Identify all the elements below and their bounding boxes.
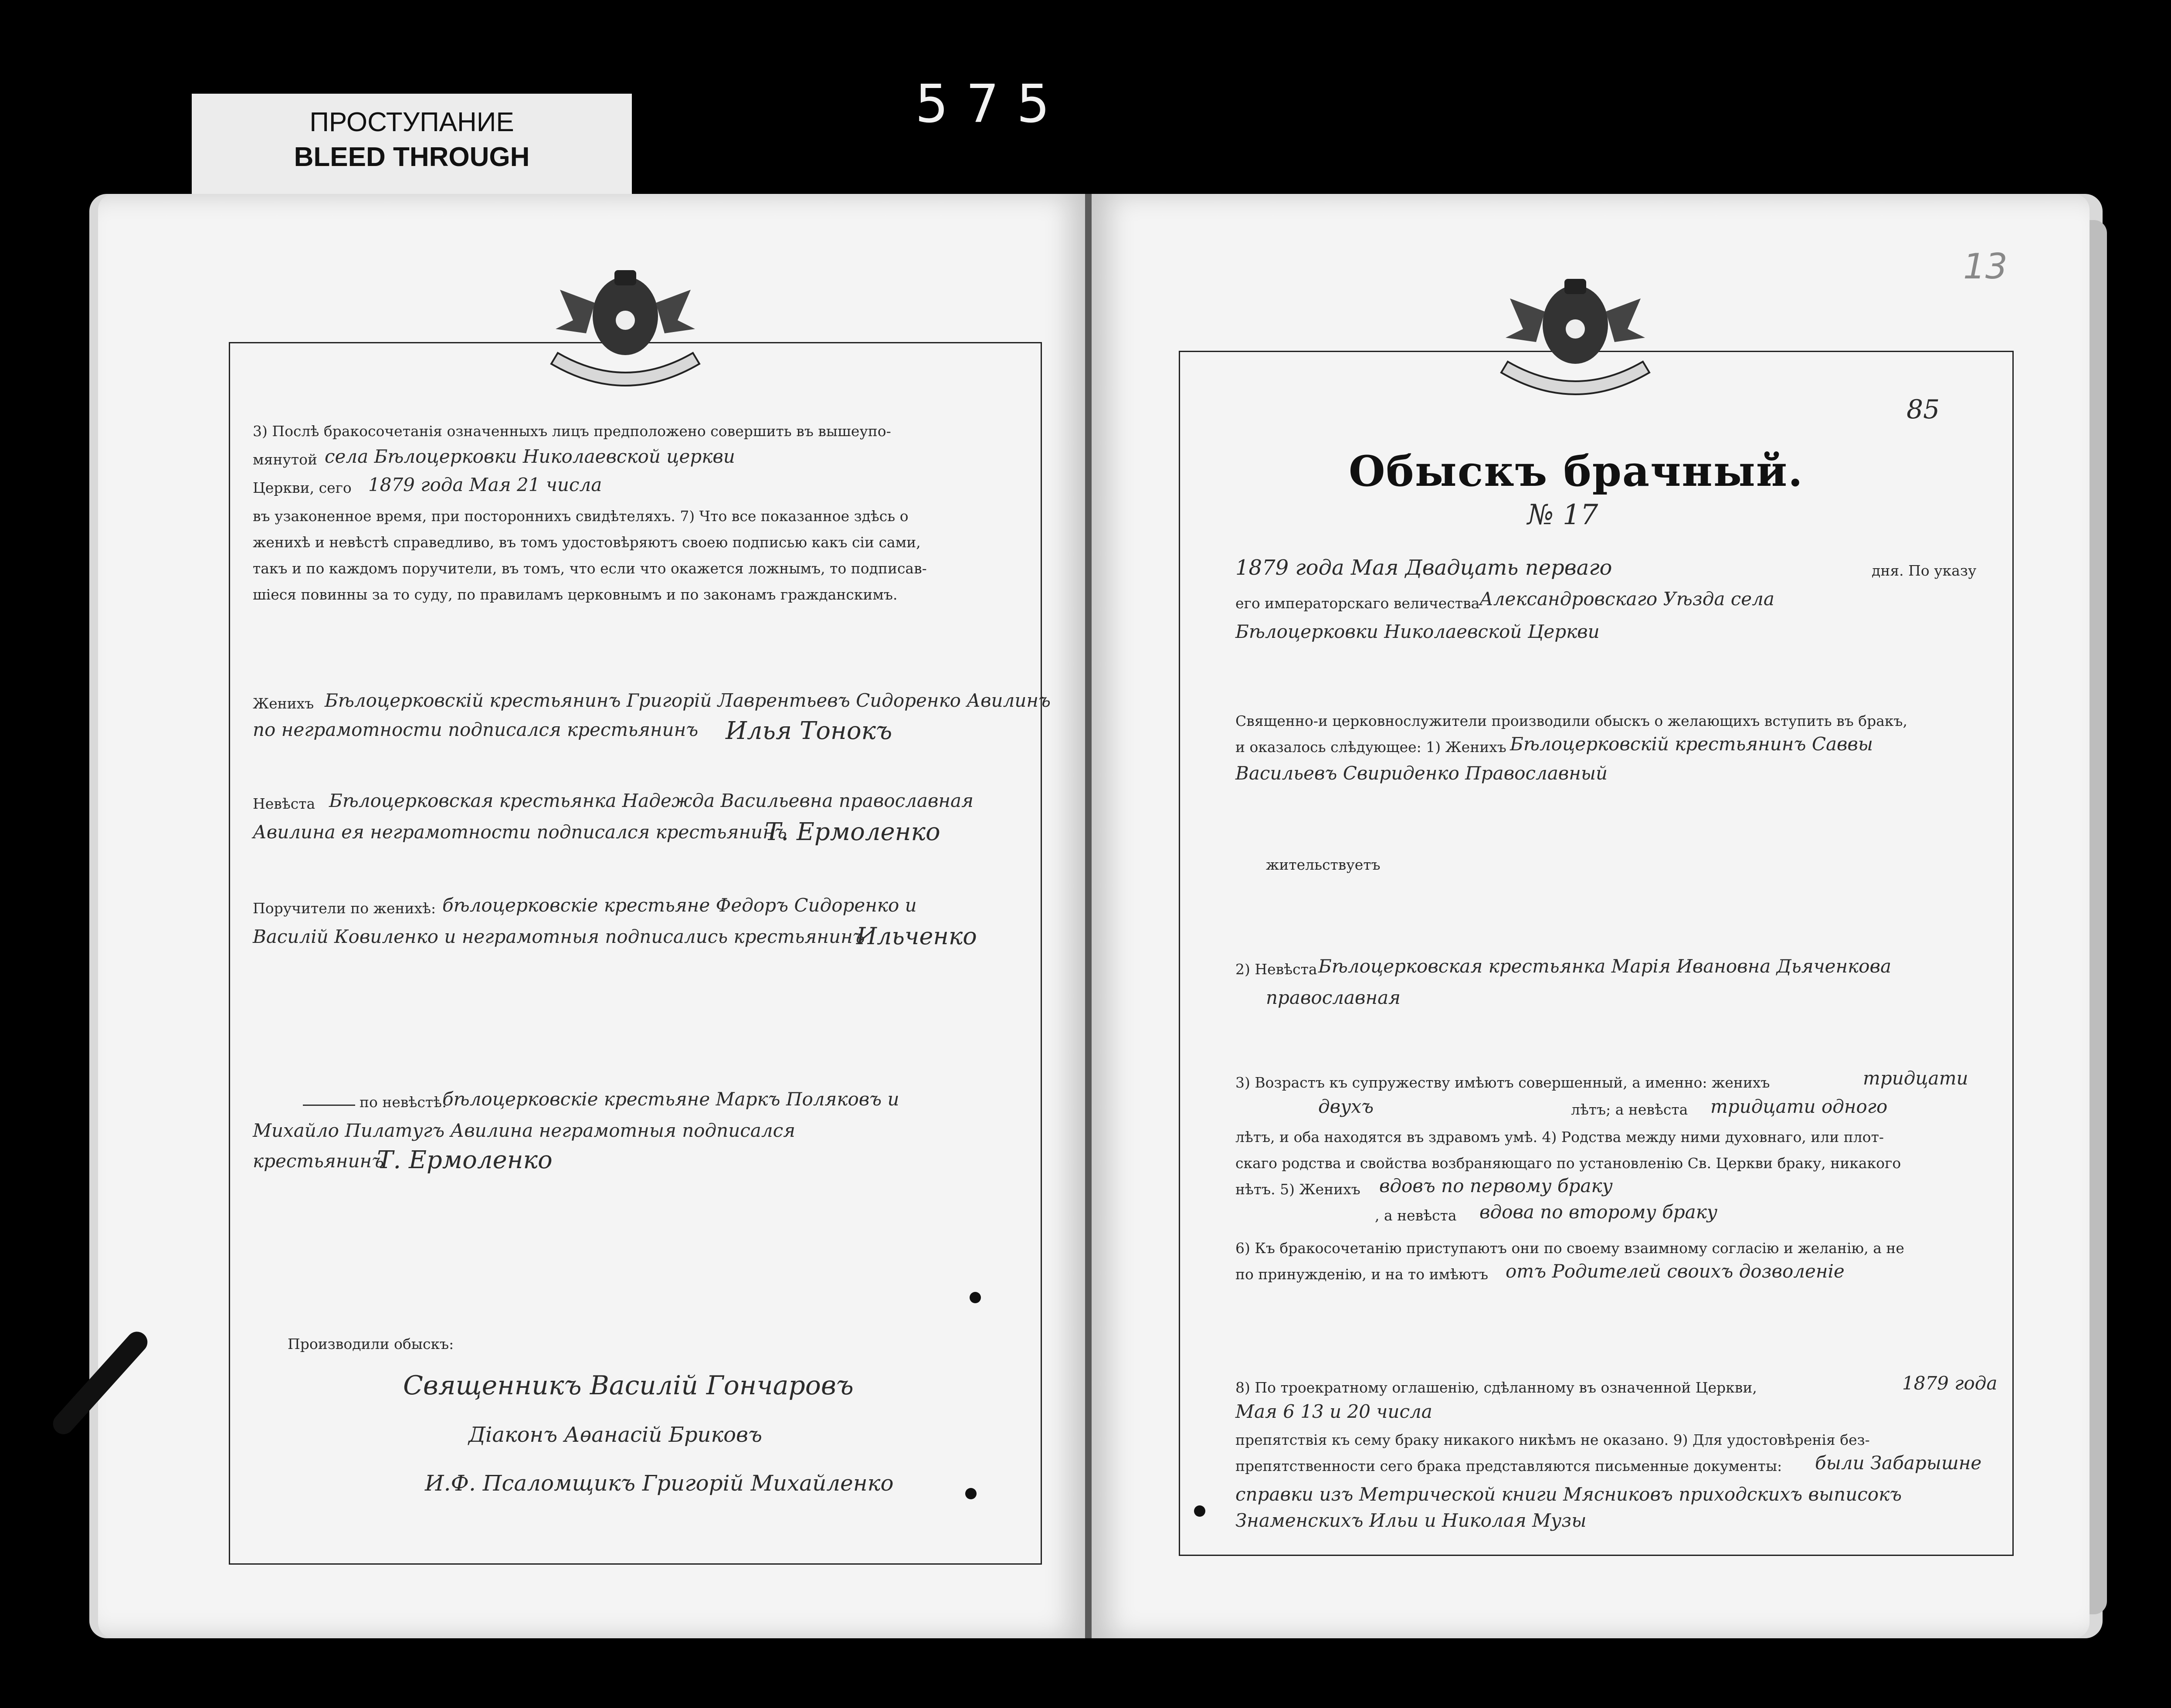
groom-age-2: двухъ — [1318, 1096, 1374, 1117]
folio-number: 13 — [1963, 246, 2008, 287]
frame-number: 575 — [915, 74, 1068, 135]
label-bleed-en: BLEED THROUGH — [294, 142, 530, 172]
intro-line-5: такъ и по каждомъ поручители, въ томъ, что если что окажется ложнымъ, то подписав- — [253, 560, 927, 577]
consent-line-1: 6) Къ бракосочетанію приступаютъ они по своему взаимному согласію и желанію, а не — [1235, 1240, 1904, 1257]
bride-line-2: Авилина ея неграмотности подписался крестьянинъ — [253, 821, 787, 843]
archive-label-card — [192, 94, 632, 194]
search-intro-line-1: Священно-и церковнослужители производили обыскъ о желающихъ вступить въ бракъ, — [1235, 712, 1908, 729]
search-intro-line-2: и оказалось слѣдующее: 1) Женихъ — [1235, 739, 1506, 756]
intro-line-4: женихѣ и невѣстѣ справедливо, въ томъ удостовѣряютъ своею подписью какъ сіи сами, — [253, 534, 921, 551]
groom-sureties-signature: Ильченко — [856, 922, 977, 950]
bride-marital-status: вдова по второму браку — [1479, 1201, 1718, 1223]
groom-line-1: Бѣлоцерковскій крестьянинъ Григорій Лаврентьевъ Сидоренко Авилинъ — [325, 690, 1051, 711]
intro-line-2a: Церкви, сего — [253, 479, 352, 496]
banns-line-3: препятствія къ сему браку никакого никѣмъ не оказано. 9) Для удостовѣренія без- — [1235, 1431, 1870, 1448]
right-page-frame — [1179, 351, 2014, 1556]
intro-line-1a: 3) Послѣ бракосочетанія означенныхъ лицъ предположено совершить въ вышеупо- — [253, 423, 891, 440]
right-page — [1092, 194, 2090, 1638]
documents-label: препятственности сего брака представляются письменные документы: — [1235, 1457, 1782, 1474]
residence-label: жительствуетъ — [1266, 856, 1381, 873]
groom-label: Женихъ — [253, 695, 314, 712]
intro-hw-1c: села Бѣлоцерковки Николаевской церкви — [325, 446, 735, 467]
groom-marital-status: вдовъ по первому браку — [1379, 1175, 1613, 1196]
search-performed-label: Производили обыскъ: — [288, 1335, 454, 1352]
binding-hole — [970, 1292, 981, 1303]
documents-hw-1: были Забарышне — [1815, 1452, 1982, 1474]
documents-hw-3: Знаменскихъ Ильи и Николая Музы — [1235, 1510, 1587, 1531]
left-page — [98, 194, 1087, 1638]
consent-line-2: по принужденію, и на то имѣютъ — [1235, 1266, 1489, 1283]
bride-description: Бѣлоцерковская крестьянка Марія Ивановна Дьяченкова — [1318, 956, 1892, 977]
label-bleed-ru: ПРОСТУПАНИЕ — [309, 107, 514, 137]
open-register-book — [89, 194, 2103, 1638]
record-number: № 17 — [1527, 499, 1598, 531]
groom-sureties-line-1: бѣлоцерковскіе крестьяне Федоръ Сидоренко и — [442, 895, 917, 916]
bride-sureties-line-1: бѣлоцерковскіе крестьяне Маркъ Поляковъ и — [442, 1088, 899, 1110]
parental-consent: отъ Родителей своихъ дозволеніе — [1506, 1261, 1845, 1282]
age-line-4: скаго родства и свойства возбраняющаго по установленію Св. Церкви браку, никакого — [1235, 1155, 1901, 1172]
groom-description: Бѣлоцерковскій крестьянинъ Саввы — [1510, 733, 1873, 755]
imperial-eagle-crest-icon — [534, 264, 717, 394]
bride-sureties-line-3: крестьянинъ — [253, 1150, 384, 1172]
signature-priest: Священникъ Василій Гончаровъ — [403, 1370, 854, 1401]
age-line-1: 3) Возрастъ къ супружеству имѣютъ совершенный, а именно: женихъ — [1235, 1074, 1770, 1091]
intro-hw-2b: 1879 года Мая 21 числа — [368, 474, 602, 495]
sureties-dash — [303, 1105, 355, 1106]
bride-marital-label: , а невѣста — [1375, 1207, 1457, 1224]
corner-mark: 85 — [1906, 394, 1940, 425]
documents-hw-2: справки изъ Метрической книги Мясниковъ приходскихъ выписокъ — [1235, 1484, 1902, 1505]
banns-dates: Мая 6 13 и 20 числа — [1235, 1401, 1432, 1422]
banns-line-1: 8) По троекратному оглашенію, сдѣланному въ означенной Церкви, — [1235, 1379, 1757, 1396]
bride-label: 2) Невѣста — [1235, 961, 1317, 978]
age-line-3: лѣтъ, и оба находятся въ здравомъ умѣ. 4) Родства между ними духовнаго, или плот- — [1235, 1128, 1884, 1145]
intro-line-3: въ узаконенное время, при постороннихъ свидѣтеляхъ. 7) Что все показанное здѣсь о — [253, 508, 909, 525]
groom-sureties-label: Поручители по женихѣ: — [253, 900, 436, 917]
groom-signature: Илья Тонокъ — [726, 717, 892, 745]
record-date: 1879 года Мая Двадцать перваго — [1235, 556, 1612, 580]
bride-religion: православная — [1266, 987, 1401, 1008]
document-title: Обыскъ брачный. — [1349, 447, 1804, 496]
signature-deacon: Діаконъ Аѳанасій Бриковъ — [468, 1423, 762, 1447]
district-name: Александровскаго Уѣзда села — [1479, 588, 1774, 610]
bride-line-1: Бѣлоцерковская крестьянка Надежда Васильевна православная — [329, 790, 974, 811]
intro-line-1b: мянутой — [253, 451, 318, 468]
bride-age: тридцати одного — [1710, 1096, 1888, 1117]
groom-age-1: тридцати — [1863, 1068, 1968, 1089]
church-name: Бѣлоцерковки Николаевской Церкви — [1235, 621, 1600, 642]
bride-age-label: лѣтъ; а невѣста — [1571, 1101, 1688, 1118]
intro-line-6: шіеся повинны за то суду, по правиламъ церковнымъ и по законамъ гражданскимъ. — [253, 586, 898, 603]
bride-sureties-signature: Т. Ермоленко — [377, 1146, 553, 1174]
imperial-majesty-label: его императорскаго величества — [1235, 595, 1480, 612]
bride-sureties-line-2: Михайло Пилатугъ Авилина неграмотныя подписался — [253, 1120, 795, 1141]
groom-name: Васильевъ Свириденко Православный — [1235, 762, 1608, 784]
groom-sureties-line-2: Василій Ковиленко и неграмотныя подписались крестьянинъ — [253, 926, 865, 947]
binding-hole — [965, 1488, 977, 1499]
bride-sureties-label: по невѣстѣ: — [360, 1094, 447, 1111]
groom-line-2: по неграмотности подписался крестьянинъ — [253, 719, 699, 740]
by-decree-label: дня. По указу — [1872, 562, 1977, 579]
imperial-eagle-crest-icon — [1484, 272, 1667, 403]
signature-psalmist: И.Ф. Псаломщикъ Григорій Михайленко — [425, 1471, 894, 1496]
bride-signature: Т. Ермоленко — [765, 818, 940, 846]
banns-year: 1879 года — [1902, 1372, 1998, 1394]
binding-hole — [1194, 1505, 1205, 1517]
marital-status-label: нѣтъ. 5) Женихъ — [1235, 1181, 1360, 1198]
bride-label: Невѣста — [253, 795, 315, 812]
